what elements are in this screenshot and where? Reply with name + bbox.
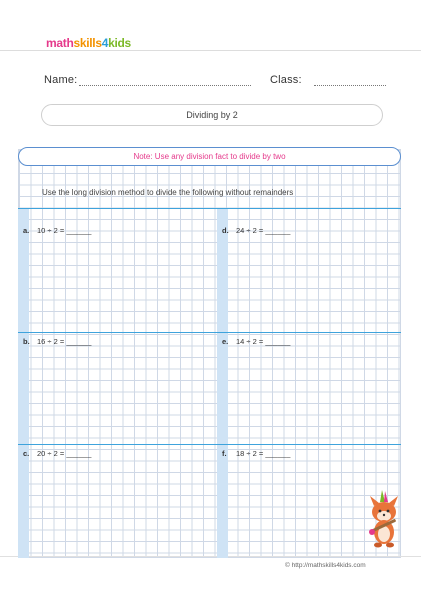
right-margin-stripe [217,208,228,558]
problem-f [222,449,290,458]
problem-b [23,337,91,346]
logo [46,36,131,50]
problem-letter: b. [23,337,30,346]
row-divider [18,208,401,209]
copyright-text[interactable]: © http://mathskills4kids.com [285,562,366,569]
problem-letter: f. [222,449,227,458]
instruction-text: Use the long division method to divide the following without remainders [42,188,294,197]
problem-letter: e. [222,337,229,346]
problem-letter: a. [23,226,30,235]
problem-c [23,449,91,458]
class-label: Class: [270,74,302,86]
class-field[interactable] [270,74,386,86]
problem-equation[interactable]: 18 ÷ 2 = ______ [236,449,291,458]
left-margin-stripe [18,208,29,558]
worksheet-title: Dividing by 2 [41,104,383,126]
problem-letter: c. [23,449,30,458]
problem-equation[interactable]: 24 ÷ 2 = ______ [236,226,291,235]
problem-equation[interactable]: 14 ÷ 2 = ______ [236,337,291,346]
problem-letter: d. [222,226,229,235]
logo-part-skills: skills [73,36,102,50]
row-divider [18,444,401,445]
graph-paper-grid [18,149,401,558]
name-field[interactable] [44,74,251,86]
problem-equation[interactable]: 20 ÷ 2 = ______ [37,449,92,458]
problem-d [222,226,290,235]
footer-divider [0,556,421,557]
fox-mascot-icon [364,488,404,550]
logo-part-4: 4 [101,36,109,50]
problem-equation[interactable]: 16 ÷ 2 = ______ [37,337,92,346]
header-divider [0,50,421,51]
problem-equation[interactable]: 10 ÷ 2 = ______ [37,226,92,235]
name-label: Name: [44,74,78,86]
logo-part-math: math [46,36,74,50]
problem-e [222,337,290,346]
problem-a [23,226,91,235]
name-blank[interactable] [79,75,251,86]
row-divider [18,332,401,333]
class-blank[interactable] [314,75,386,86]
logo-part-kids: kids [108,36,131,50]
note-banner: Note: Use any division fact to divide by two [18,147,401,166]
